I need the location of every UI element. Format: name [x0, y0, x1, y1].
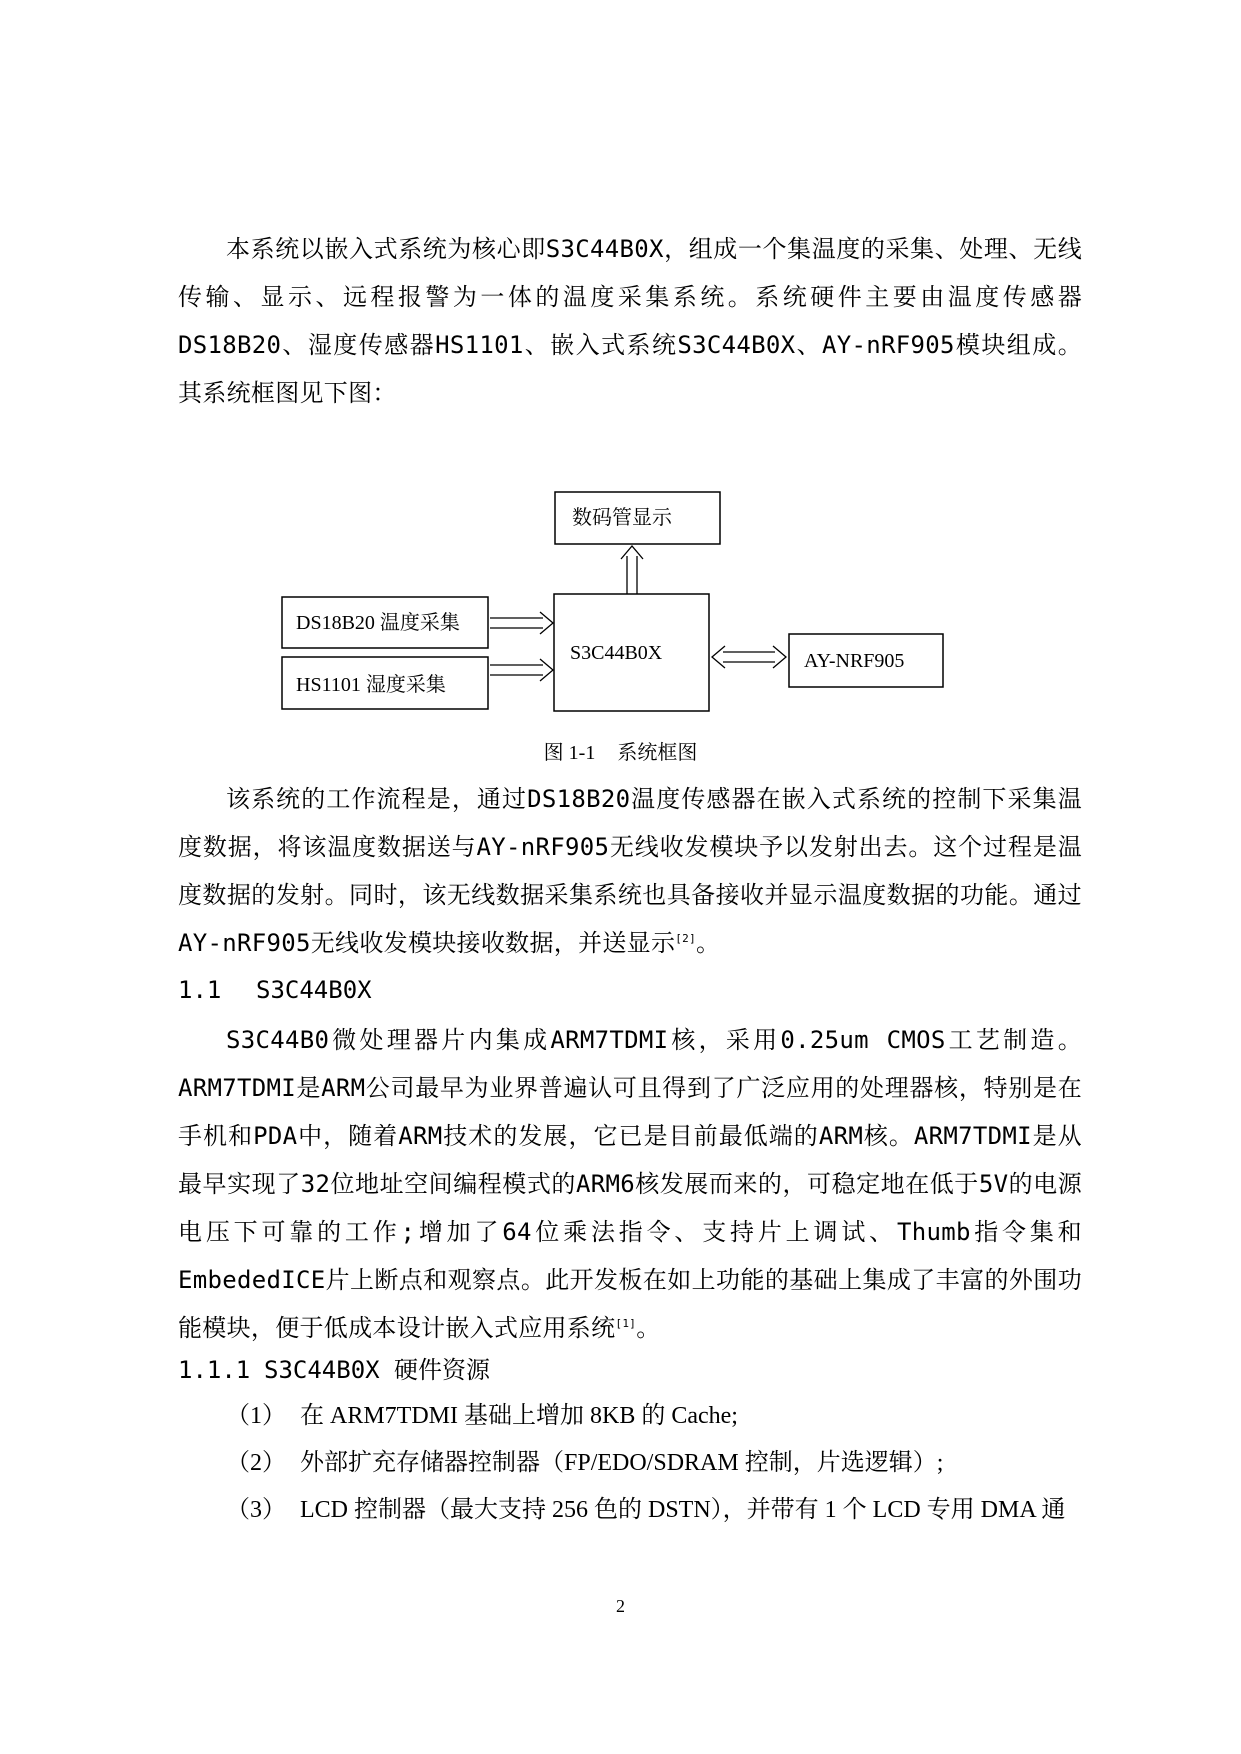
list-marker: （3） — [226, 1497, 286, 1523]
figure-title: 系统框图 — [617, 742, 698, 764]
citation-2: [2] — [675, 932, 697, 945]
section-heading — [178, 970, 372, 1010]
workflow-tail: 。 — [696, 929, 721, 957]
arrow-cpu-rf-bidirectional — [712, 646, 786, 668]
section-title: S3C44B0X — [256, 976, 372, 1004]
list-text: 外部扩充存储器控制器（FP/EDO/SDRAM 控制，片选逻辑）; — [300, 1450, 944, 1476]
arm-tail: 。 — [636, 1314, 661, 1342]
subsection-title: S3C44B0X 硬件资源 — [264, 1356, 491, 1384]
cpu-box-label: S3C44B0X — [570, 642, 663, 664]
citation-1: [1] — [615, 1317, 637, 1330]
subsection-heading — [178, 1350, 490, 1390]
intro-paragraph: 本系统以嵌入式系统为核心即S3C44B0X，组成一个集温度的采集、处理、无线传输、显示、远程报警为一体的温度采集系统。系统硬件主要由温度传感器DS18B20、湿度传感器HS1101、嵌入式系统S3C44B0X、AY-nRF905模块组成。其系统框图见下图： — [178, 235, 1082, 407]
subsection-number: 1.1.1 — [178, 1356, 251, 1384]
list-item — [226, 1443, 1086, 1483]
figure-number: 图 1-1 — [543, 742, 596, 764]
arrow-temp-to-cpu — [490, 612, 553, 634]
rf-module-label: AY-NRF905 — [804, 650, 905, 672]
humid-sensor-label: HS1101 湿度采集 — [296, 674, 446, 696]
workflow-text: 该系统的工作流程是，通过DS18B20温度传感器在嵌入式系统的控制下采集温度数据，将该温度数据送与AY-nRF905无线收发模块予以发射出去。这个过程是温度数据的发射。同时，该无线数据采集系统也具备接收并显示温度数据的功能。通过AY-nRF905无线收发模块接收数据，并送显示 — [178, 785, 1082, 957]
section-number: 1.1 — [178, 976, 222, 1004]
arrow-humid-to-cpu — [490, 659, 553, 681]
arm-paragraph — [178, 1016, 1082, 1352]
list-marker: （1） — [226, 1403, 286, 1429]
arrow-cpu-to-display — [621, 546, 643, 594]
list-text: 在 ARM7TDMI 基础上增加 8KB 的 Cache; — [300, 1403, 738, 1429]
system-block-diagram — [0, 0, 1241, 760]
workflow-paragraph — [178, 775, 1082, 967]
arm-text: S3C44B0微处理器片内集成ARM7TDMI核，采用0.25um CMOS工艺制造。ARM7TDMI是ARM公司最早为业界普遍认可且得到了广泛应用的处理器核，特别是在手机和PDA中，随着ARM技术的发展，它已是目前最低端的ARM核。ARM7TDMI是从最早实现了32位地址空间编程模式的ARM6核发展而来的，可稳定地在低于5V的电源电压下可靠的工作;增加了64位乘法指令、支持片上调试、Thumb指令集和EmbededICE片上断点和观察点。此开发板在如上功能的基础上集成了丰富的外围功能模块，便于低成本设计嵌入式应用系统 — [178, 1026, 1082, 1342]
list-text: LCD 控制器（最大支持 256 色的 DSTN），并带有 1 个 LCD 专用 DMA 通 — [300, 1497, 1066, 1523]
list-item — [226, 1396, 1086, 1436]
list-item — [226, 1490, 1086, 1530]
page-number: 2 — [616, 1596, 625, 1616]
list-marker: （2） — [226, 1450, 286, 1476]
display-box-label: 数码管显示 — [572, 507, 672, 529]
figure-caption — [0, 738, 1241, 768]
temp-sensor-label: DS18B20 温度采集 — [296, 612, 460, 634]
